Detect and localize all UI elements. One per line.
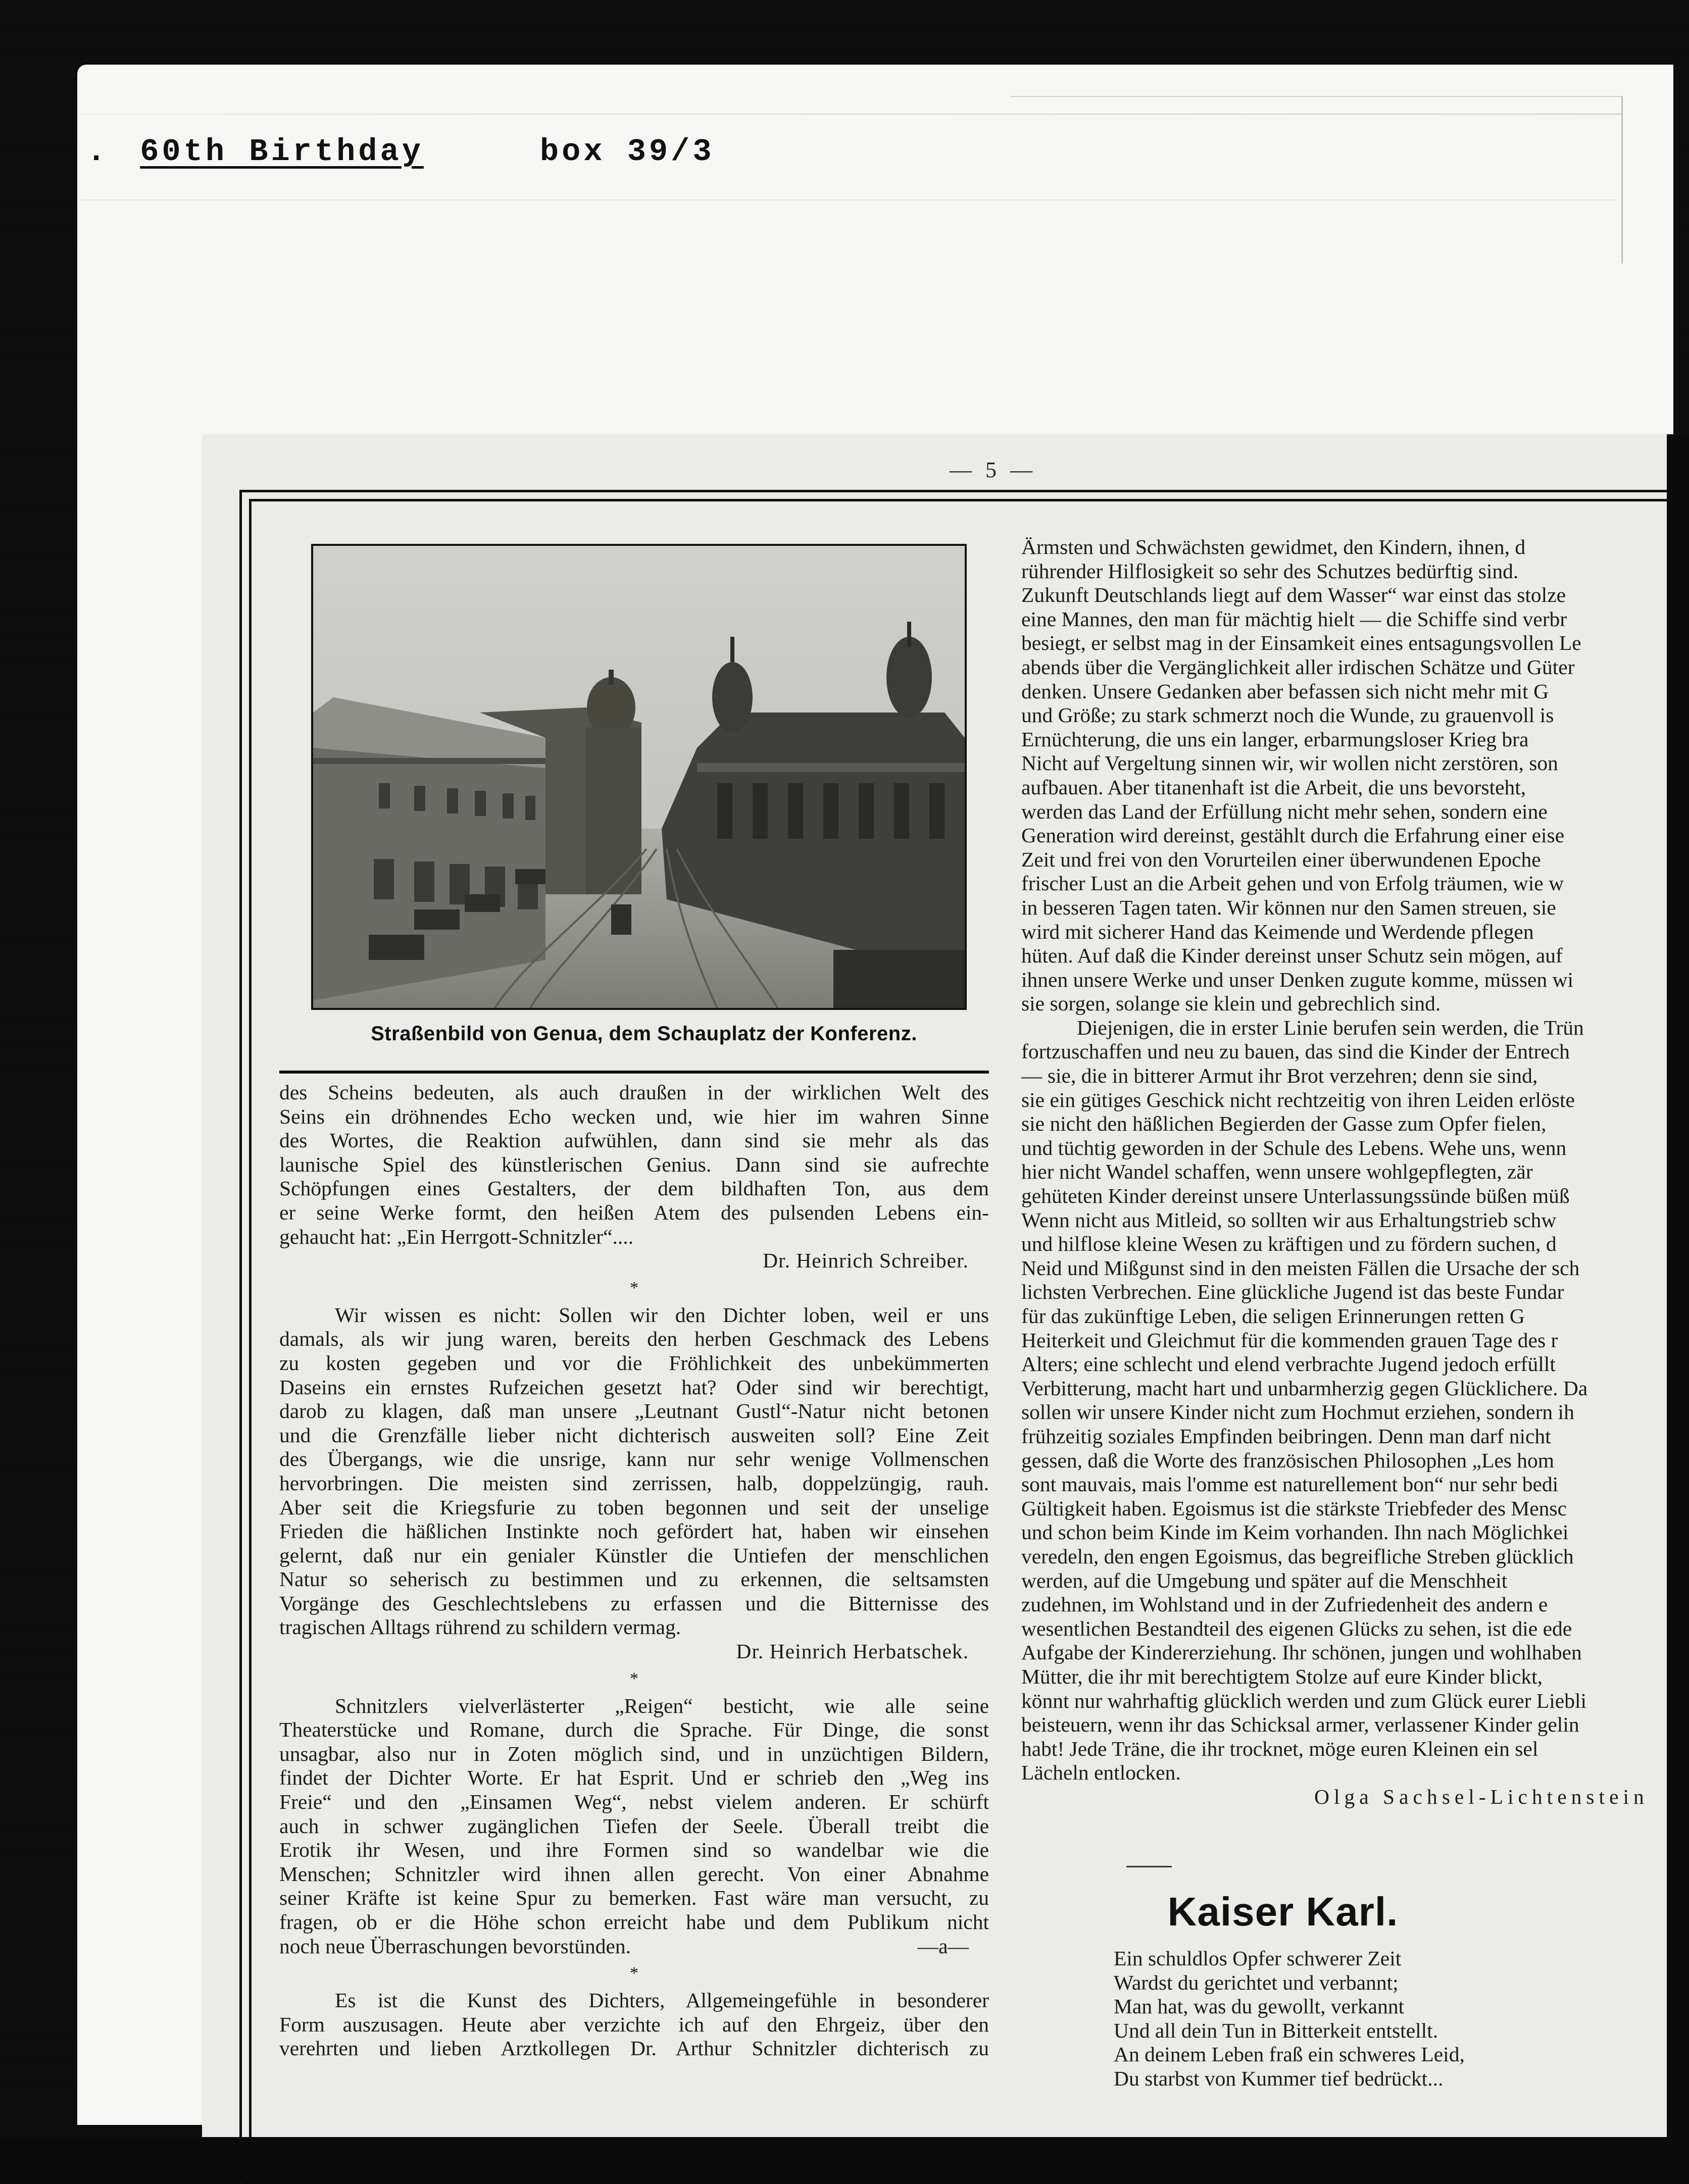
text-line: frischer Lust an die Arbeit gehen und von Erfolg träumen, wie w xyxy=(1021,872,1564,895)
archive-box-number: box 39/3 xyxy=(539,134,715,170)
text-line: hervorbringen. Die meisten sind zerrissen, halb, doppelzüngig, rauh. xyxy=(279,1471,989,1495)
text-line: Heiterkeit und Gleichmut für die kommenden grauen Tage des r xyxy=(1021,1328,1558,1352)
film-edge-bottom xyxy=(0,2137,1689,2181)
text-line: Schnitzlers vielverlästerter „Reigen“ besticht, wie alle seine xyxy=(335,1694,989,1717)
text-line: fortzuschaffen und neu zu bauen, das sind die Kinder der Entrech xyxy=(1021,1040,1570,1063)
text-line: und schon beim Kinde im Keim vorhanden. Ihn nach Möglichkei xyxy=(1021,1520,1569,1544)
text-line: werden, auf die Umgebung und später auf die Menschheit xyxy=(1021,1568,1508,1592)
text-line: zu kosten gegeben und vor die Fröhlichkeit des unbekümmerten xyxy=(279,1351,989,1375)
genoa-street-photo xyxy=(311,544,967,1010)
text-line: sie sorgen, solange sie klein und gebrechlich sind. xyxy=(1021,992,1441,1015)
text-line: Generation wird dereinst, gestählt durch die Erfahrung einer eise xyxy=(1021,824,1565,847)
text-line: Lächeln entlocken. xyxy=(1021,1761,1181,1785)
poem-body xyxy=(1114,1947,1465,2091)
text-line: rührender Hilflosigkeit so sehr des Schutzes bedürftig sind. xyxy=(1021,559,1519,583)
text-line: er seine Werke formt, den heißen Atem des pulsenden Lebens ein- xyxy=(279,1200,989,1224)
text-line: Schöpfungen eines Gestalters, der dem bildhaften Ton, aus dem xyxy=(279,1177,989,1200)
poem-divider xyxy=(1126,1866,1172,1867)
text-line: seiner Kräfte ist keine Spur zu bemerken. Fast wäre man versucht, zu xyxy=(279,1886,989,1910)
author-signature: Dr. Heinrich Herbatschek. xyxy=(736,1640,969,1663)
text-line: Wir wissen es nicht: Sollen wir den Dichter loben, weil er uns xyxy=(335,1303,989,1327)
text-line: sollen wir unsere Kinder nicht zum Hochmut erziehen, sondern ih xyxy=(1021,1400,1574,1424)
text-line: Verbitterung, macht hart und unbarmherzig gegen Glücklichere. Da xyxy=(1021,1376,1588,1400)
text-line: des Scheins bedeuten, als auch draußen in der wirklichen Welt des xyxy=(279,1081,989,1104)
film-edge-right xyxy=(1667,434,1689,2181)
text-line: Menschen; Schnitzler wird ihnen allen gerecht. Von einer Abnahme xyxy=(279,1862,989,1886)
archive-label-prefix: . xyxy=(87,134,109,170)
author-signature: Dr. Heinrich Schreiber. xyxy=(763,1249,969,1273)
text-line: unsagbar, also nur in Zoten möglich sind, und in unzüchtigen Bildern, xyxy=(279,1742,989,1765)
text-line: gelernt, daß nur ein genialer Künstler die Untiefen der menschlichen xyxy=(279,1543,989,1567)
text-line: Neid und Mißgunst sind in den meisten Fällen die Ursache der sch xyxy=(1021,1256,1580,1280)
text-line: wesentlichen Bestandteil des eigenen Glücks zu sehen, ist die ede xyxy=(1021,1616,1572,1640)
author-signature: Olga Sachsel-Lichtenstein xyxy=(1314,1785,1649,1808)
text-line: Ärmsten und Schwächsten gewidmet, den Kindern, ihnen, d xyxy=(1021,535,1526,558)
text-line: des Wortes, die Reaktion aufwühlen, dann sind sie mehr als das xyxy=(279,1129,989,1152)
article-paragraph-1 xyxy=(1021,535,1689,1016)
text-line: Aufgabe der Kindererziehung. Ihr schönen, jungen und wohlhaben xyxy=(1021,1641,1582,1664)
text-line: Seins ein dröhnendes Echo wecken und, wie hier im wahren Sinne xyxy=(279,1104,989,1128)
text-line: gessen, daß die Worte des französischen Philosophen „Les hom xyxy=(1021,1448,1555,1472)
text-line: habt! Jede Träne, die ihr trocknet, möge euren Kleinen ein sel xyxy=(1021,1737,1538,1760)
photo-caption: Straßenbild von Genua, dem Schauplatz der Konferenz. xyxy=(371,1023,917,1045)
text-line: Aber seit die Kriegsfurie zu toben begonnen und seit der unselige xyxy=(279,1495,989,1519)
text-line: denken. Unsere Gedanken aber befassen sich nicht mehr mit G xyxy=(1021,679,1549,703)
text-line: fragen, ob er die Höhe schon erreicht habe und dem Publikum nicht xyxy=(279,1910,989,1934)
text-line: frühzeitig soziales Empfinden beibringen. Denn man darf nicht xyxy=(1021,1424,1551,1448)
text-line: verehrten und lieben Arztkollegen Dr. Arthur Schnitzler dichterisch zu xyxy=(279,2037,989,2060)
caption-rule xyxy=(279,1071,989,1074)
archive-collection: 60th Birthday xyxy=(140,134,424,170)
text-line: werden das Land der Erfüllung nicht mehr sehen, sondern eine xyxy=(1021,799,1548,823)
text-line: — sie, die in bitterer Armut ihr Brot verzehren; denn sie sind, xyxy=(1021,1064,1538,1088)
text-line: Es ist die Kunst des Dichters, Allgemeingefühle in besonderer xyxy=(335,1989,989,2012)
article-section-herbatschek xyxy=(279,1303,989,1664)
text-line: gehaucht hat: „Ein Herrgott-Schnitzler“.... xyxy=(279,1225,634,1248)
poem-title: Kaiser Karl. xyxy=(1167,1889,1399,1934)
text-line: findet der Dichter Worte. Er hat Esprit. Und er schrieb den „Weg ins xyxy=(279,1766,989,1790)
text-line: Daseins ein ernstes Rufzeichen gesetzt hat? Oder sind wir berechtigt, xyxy=(279,1375,989,1399)
article-section-reigen xyxy=(279,1694,989,1959)
poem-line: Du starbst von Kummer tief bedrückt... xyxy=(1114,2066,1444,2090)
text-line: Theaterstücke und Romane, durch die Sprache. Für Dinge, die sonst xyxy=(279,1718,989,1742)
section-separator: * xyxy=(630,1669,638,1688)
text-line: wird mit sicherer Hand das Keimende und Werdende pflegen xyxy=(1021,920,1534,943)
text-line: könnt nur wahrhaftig glücklich werden und zum Glück eurer Liebli xyxy=(1021,1689,1587,1712)
text-line: ihnen unsere Werke und unser Denken zugute komme, müssen wi xyxy=(1021,968,1574,991)
text-line: darob zu klagen, daß man unsere „Leutnant Gustl“-Natur nicht betonen xyxy=(279,1399,989,1423)
text-line: und tüchtig geworden in der Schule des Lebens. Wehe uns, wenn xyxy=(1021,1136,1567,1159)
author-signature: —a— xyxy=(917,1934,969,1958)
text-line: und hilflose kleine Wesen zu kräftigen und zu fördern suchen, d xyxy=(1021,1232,1557,1256)
text-line: tragischen Alltags rührend zu schildern vermag. xyxy=(279,1615,681,1639)
section-separator: * xyxy=(630,1964,638,1983)
text-line: und Größe; zu stark schmerzt noch die Wunde, zu grauenvoll is xyxy=(1021,703,1554,727)
text-line: sie ein gütiges Geschick nicht rechtzeitig von ihren Leiden erlöste xyxy=(1021,1088,1575,1111)
text-line: für das zukünftige Leben, die seligen Erinnerungen retten G xyxy=(1021,1304,1525,1328)
text-line: damals, als wir jung waren, bereits den herben Geschmack des Lebens xyxy=(279,1327,989,1351)
text-line: Alters; eine schlecht und elend verbrachte Jugend jedoch erfüllt xyxy=(1021,1352,1556,1376)
photo-illustration xyxy=(313,546,965,1008)
text-line: lichsten Verbrechen. Eine glückliche Jugend ist das beste Fundar xyxy=(1021,1280,1564,1304)
text-line: hier nicht Wandel schaffen, wenn unsere wohlgepflegten, zär xyxy=(1021,1160,1533,1184)
section-separator: * xyxy=(630,1278,638,1297)
text-line: in besseren Tagen taten. Wir können nur den Samen streuen, sie xyxy=(1021,895,1556,919)
text-line: Frieden die häßlichen Instinkte noch gefördert hat, haben wir einsehen xyxy=(279,1519,989,1543)
text-line: Form auszusagen. Heute aber verzichte ich auf den Ehrgeiz, über den xyxy=(279,2012,989,2036)
text-line: auch in schwer zugänglichen Tiefen der Seele. Überall treibt die xyxy=(279,1814,989,1838)
sheet-faint-box xyxy=(1010,96,1623,264)
text-line: Erotik ihr Wesen, und ihre Formen sind so wandelbar wie die xyxy=(279,1838,989,1862)
text-line: des Übergangs, wie die unsrige, kann nur sehr wenige Vollmenschen xyxy=(279,1447,989,1471)
text-line: veredeln, den engen Egoismus, das begreifliche Streben glücklich xyxy=(1021,1544,1574,1568)
article-paragraph-2 xyxy=(1021,1016,1689,1785)
text-line: beisteuern, wenn ihr das Schicksal armer, verlassener Kinder gelin xyxy=(1021,1713,1579,1737)
text-line: Zeit und frei von den Vorurteilen einer überwundenen Epoche xyxy=(1021,847,1541,871)
article-section-kunst xyxy=(279,1989,989,2061)
poem-line: Ein schuldlos Opfer schwerer Zeit xyxy=(1114,1947,1402,1970)
text-line: zudehnen, im Wohlstand und in der Zufriedenheit des andern e xyxy=(1021,1593,1548,1616)
text-line: Diejenigen, die in erster Linie berufen sein werden, die Trün xyxy=(1077,1015,1584,1039)
poem-line: Man hat, was du gewollt, verkannt xyxy=(1114,1995,1405,2018)
text-line: launische Spiel des künstlerischen Genius. Dann sind sie aufrechte xyxy=(279,1152,989,1176)
text-line: hüten. Auf daß die Kinder dereinst unser Schutz sein mögen, auf xyxy=(1021,944,1563,968)
text-line: Nicht auf Vergeltung sinnen wir, wir wollen nicht zerstören, son xyxy=(1021,751,1558,775)
text-line: Gültigkeit haben. Egoismus ist die stärkste Triebfeder des Mensc xyxy=(1021,1496,1567,1520)
text-line: Freie“ und den „Einsamen Weg“, nebst vielem anderen. Er schürft xyxy=(279,1790,989,1814)
poem-line: An deinem Leben fraß ein schweres Leid, xyxy=(1114,2043,1465,2066)
text-line-content: noch neue Überraschungen bevorstünden. xyxy=(279,1934,631,1958)
sheet-ruling-line xyxy=(81,199,1616,200)
text-line: und die Grenzfälle lieber nicht dichterisch ausweiten soll? Eine Zeit xyxy=(279,1423,989,1447)
text-line xyxy=(279,1935,989,1959)
poem-line: Wardst du gerichtet und verbannt; xyxy=(1114,1970,1399,1994)
text-line: Natur so seherisch zu bestimmen und zu erkennen, die seltsamsten xyxy=(279,1567,989,1591)
text-line: Mütter, die ihr mit berechtigtem Stolze auf eure Kinder blickt, xyxy=(1021,1664,1543,1688)
text-line: gehüteten Kinder dereinst unsere Unterlassungssünde büßen müß xyxy=(1021,1184,1570,1208)
left-column xyxy=(279,1081,989,2061)
text-line: abends über die Vergänglichkeit aller irdischen Schätze und Güter xyxy=(1021,655,1575,679)
text-line: besiegt, er selbst mag in der Einsamkeit eines entsagungsvollen Le xyxy=(1021,631,1581,655)
text-line: aufbauen. Aber titanenhaft ist die Arbeit, die uns bevorsteht, xyxy=(1021,775,1526,799)
text-line: Wenn nicht aus Mitleid, so sollten wir aus Erhaltungstrieb schw xyxy=(1021,1208,1557,1232)
article-section-schreiber xyxy=(279,1081,989,1273)
poem-line: Und all dein Tun in Bitterkeit entstellt. xyxy=(1114,2018,1438,2042)
text-line: eine Mannes, den man für mächtig hielt — die Schiffe sind verbr xyxy=(1021,607,1567,631)
text-line: Zukunft Deutschlands liegt auf dem Wasser“ war einst das stolze xyxy=(1021,583,1566,607)
text-line: sont mauvais, mais l'omme est naturellement bon“ nur sehr bedi xyxy=(1021,1472,1559,1496)
archive-label xyxy=(87,134,715,170)
right-column xyxy=(1021,535,1689,1809)
text-line: Vorgänge des Geschlechtslebens zu erfassen und die Bitternisse des xyxy=(279,1591,989,1615)
text-line: Ernüchterung, die uns ein langer, erbarmungsloser Krieg bra xyxy=(1021,727,1529,751)
page-number: — 5 — xyxy=(950,458,1036,482)
text-line: sie nicht den häßlichen Begierden der Gasse zum Opfer fielen, xyxy=(1021,1112,1547,1136)
